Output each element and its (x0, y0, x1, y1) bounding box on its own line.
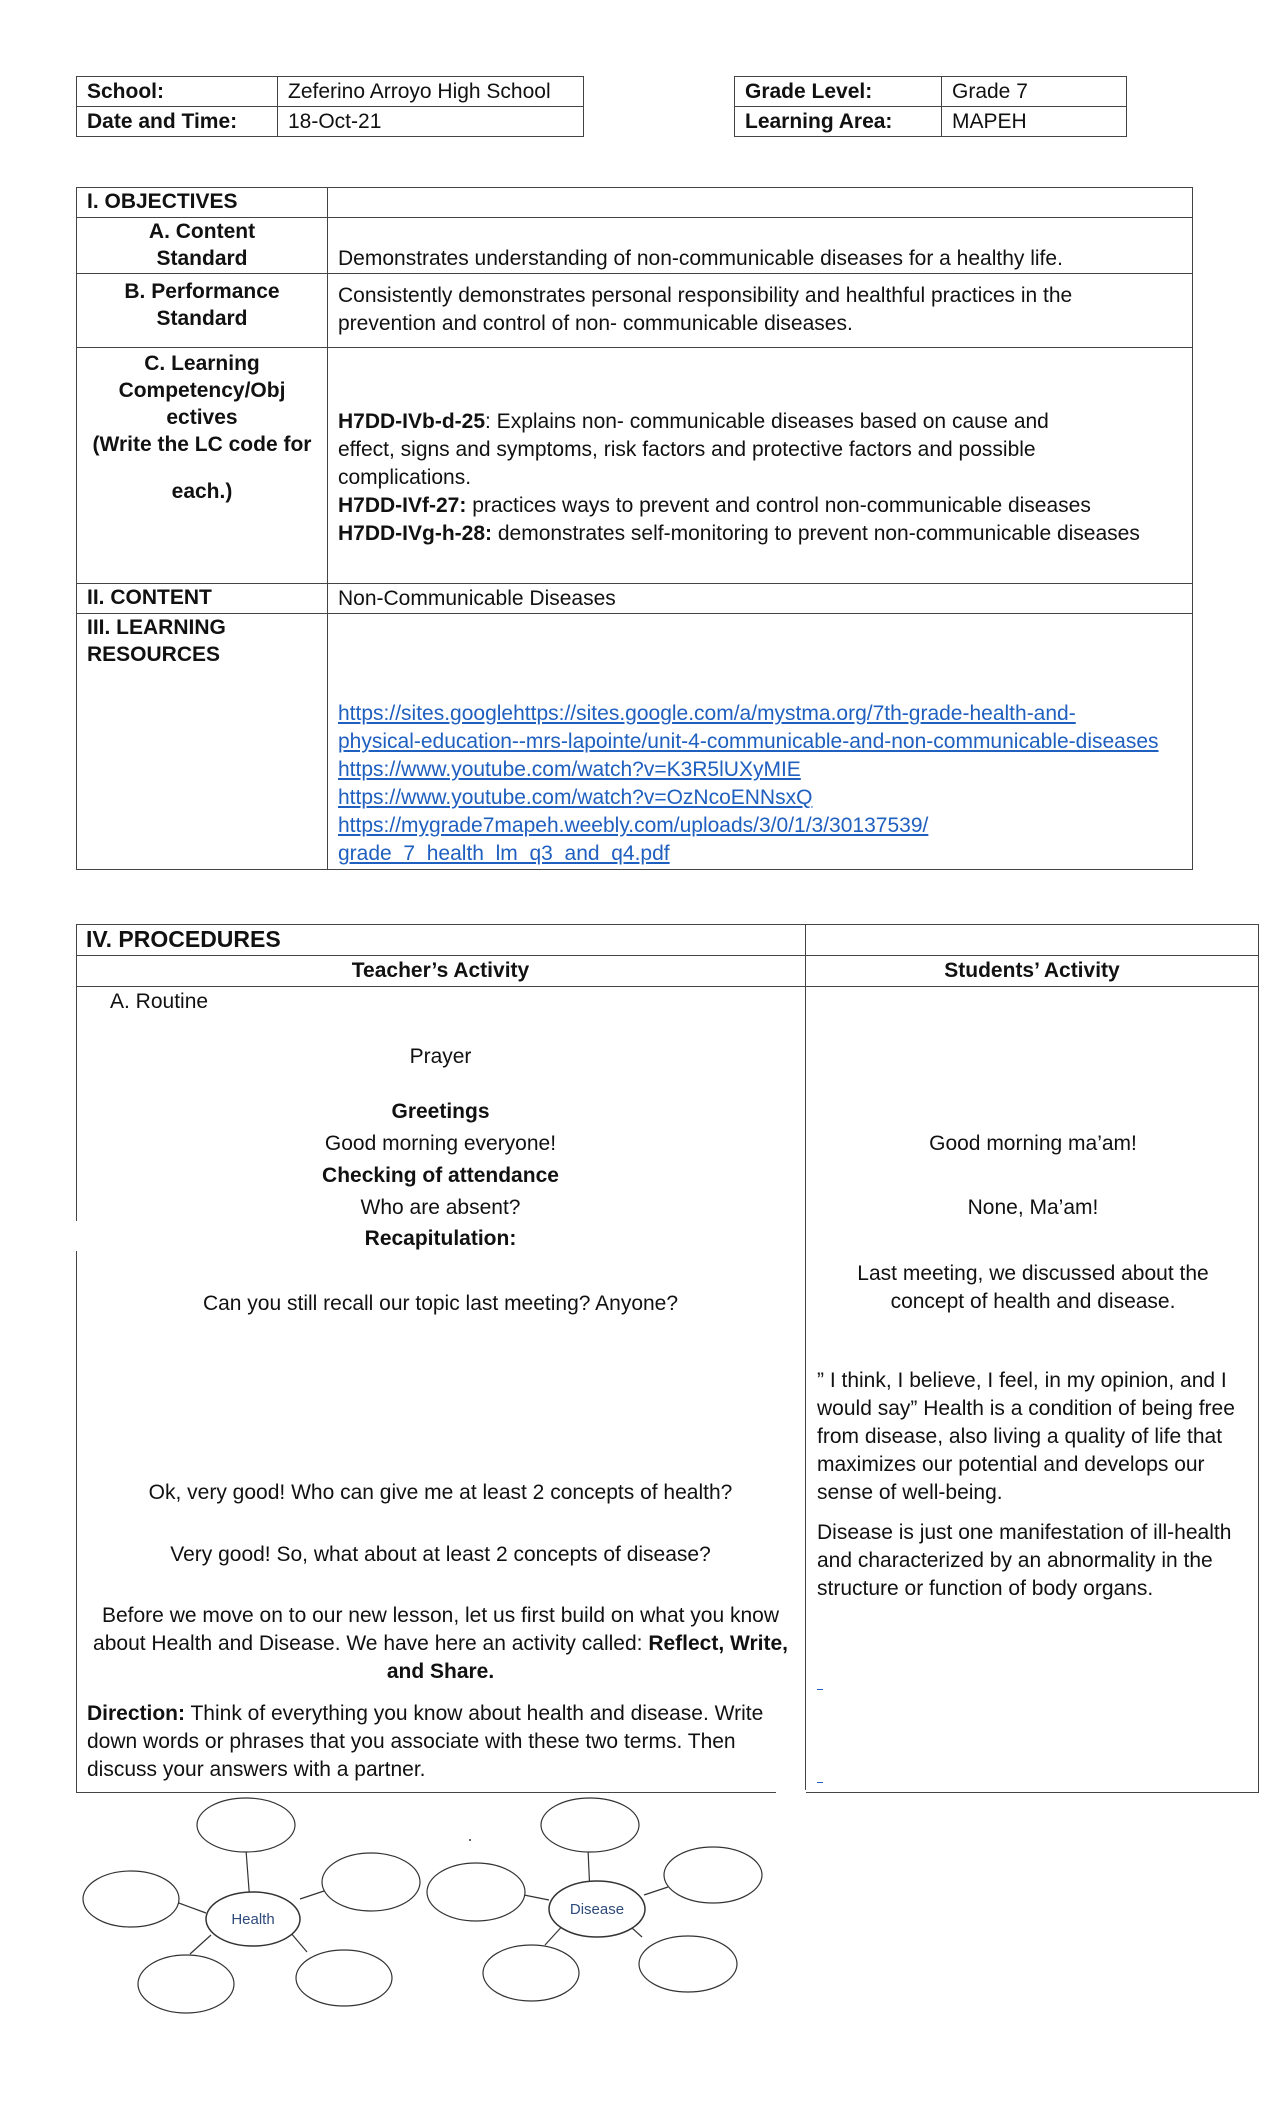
resources-links (328, 614, 1193, 870)
area-label: Learning Area: (735, 107, 942, 137)
school-label: School: (77, 77, 278, 107)
recap-label: Recapitulation: (364, 1227, 517, 1250)
prayer-label: Prayer (409, 1045, 472, 1068)
performance-standard-label: B. Performance Standard (77, 274, 328, 348)
objectives-heading: I. OBJECTIVES (77, 188, 328, 218)
health-center-label: Health (231, 1911, 275, 1928)
student-health-answer: ” I think, I believe, I feel, in my opinion, and I would say” Health is a condition of being free from disease, also living a quality of life that maximizes our potential and develops our sense of well-being. (817, 1369, 1235, 1504)
teacher-col-header: Teacher’s Activity (351, 959, 530, 982)
disease-concepts-question: Very good! So, what about at least 2 concepts of disease? (170, 1543, 711, 1566)
grade-label: Grade Level: (735, 77, 942, 107)
concept-webs (0, 1795, 800, 2025)
date-label: Date and Time: (77, 107, 278, 137)
content-standard-text: Demonstrates understanding of non-communicable diseases for a healthy life. (338, 247, 1063, 270)
web-bubble (83, 1871, 179, 1927)
resource-link[interactable]: https://mygrade7mapeh.weebly.com/uploads/3/0/1/3/30137539/ (338, 814, 929, 837)
greetings-label: Greetings (391, 1100, 490, 1123)
web-bubble (541, 1798, 639, 1852)
student-none: None, Ma’am! (967, 1196, 1099, 1219)
content-standard-label: A. Content Standard (77, 218, 328, 274)
greeting-text: Good morning everyone! (324, 1132, 557, 1155)
student-last-meeting: Last meeting, we discussed about the concept of health and disease. (857, 1262, 1209, 1313)
student-disease-answer: Disease is just one manifestation of ill-health and characterized by an abnormality in the structure or function of body organs. (817, 1521, 1232, 1600)
absent-question: Who are absent? (360, 1196, 521, 1219)
grade-info-table (734, 76, 1127, 137)
date-value: 18-Oct-21 (278, 107, 584, 137)
disease-center-label: Disease (569, 1901, 625, 1918)
web-bubble (427, 1863, 525, 1921)
student-activity (807, 988, 1259, 1788)
routine-label: A. Routine (110, 990, 209, 1013)
link-mark (817, 1782, 823, 1783)
resource-link[interactable]: grade_7_health_lm_q3_and_q4.pdf (338, 842, 670, 865)
resources-heading: III. LEARNING RESOURCES (77, 614, 328, 870)
web-bubble (483, 1945, 579, 2001)
web-bubble (639, 1936, 737, 1992)
resource-link[interactable]: https://sites.googlehttps://sites.google.com/a/mystma.org/7th-grade-health-and- (338, 702, 1076, 725)
resource-link[interactable]: https://www.youtube.com/watch?v=OzNcoENNsxQ (338, 786, 813, 809)
web-bubble (296, 1950, 392, 2006)
lc1-code: H7DD-IVb-d-25 (338, 410, 486, 433)
direction-text: Direction: Think of everything you know about health and disease. Write down words or phrases that you associate with these two terms. Then discuss your answers with a partner. (87, 1702, 764, 1781)
recall-question: Can you still recall our topic last meeting? Anyone? (202, 1292, 679, 1315)
student-col-header: Students’ Activity (944, 959, 1120, 982)
resource-link[interactable]: physical-education--mrs-lapointe/unit-4-communicable-and-non-communicable-diseases (338, 730, 1159, 753)
teacher-activity (76, 988, 805, 1788)
procedures-heading: IV. PROCEDURES (86, 926, 281, 952)
learning-competency-label: C. Learning Competency/Obj ectives (Write the LC code for each.) (77, 348, 328, 584)
web-bubble (197, 1798, 295, 1852)
school-info-table (76, 76, 584, 137)
content-text: Non-Communicable Diseases (328, 584, 1193, 614)
grade-value: Grade 7 (942, 77, 1127, 107)
area-value: MAPEH (942, 107, 1127, 137)
performance-standard-text: Consistently demonstrates personal responsibility and healthful practices in the prevention and control of non- communicable diseases. (328, 274, 1193, 348)
lc2-code: H7DD-IVf-27: (338, 494, 467, 517)
objectives-table (76, 187, 1193, 870)
health-concepts-question: Ok, very good! Who can give me at least 2 concepts of health? (148, 1481, 733, 1504)
link-mark (817, 1689, 823, 1690)
procedures-table (76, 924, 1259, 1793)
web-bubble (138, 1955, 234, 2013)
school-value: Zeferino Arroyo High School (278, 77, 584, 107)
learning-competency-text: H7DD-IVb-d-25: Explains non- communicable diseases based on cause and effect, signs and symptoms, risk factors and protective factors and possible complications. H7DD-IVf-27: practices ways to prevent and control non-communicable diseases H7DD-IVg-h-28: demonstrates self-monitoring to prevent non-communicable diseases (328, 348, 1193, 584)
content-heading: II. CONTENT (77, 584, 328, 614)
web-bubble (322, 1853, 420, 1911)
attendance-label: Checking of attendance (322, 1164, 559, 1187)
web-bubble (664, 1847, 762, 1903)
lc3-code: H7DD-IVg-h-28: (338, 522, 493, 545)
student-greeting: Good morning ma’am! (929, 1132, 1137, 1155)
activity-intro: Before we move on to our new lesson, let us first build on what you know about Health and Disease. We have here an activity called: Reflect, Write, and Share. (93, 1604, 788, 1683)
resource-link[interactable]: https://www.youtube.com/watch?v=K3R5lUXyMIE (338, 758, 801, 781)
